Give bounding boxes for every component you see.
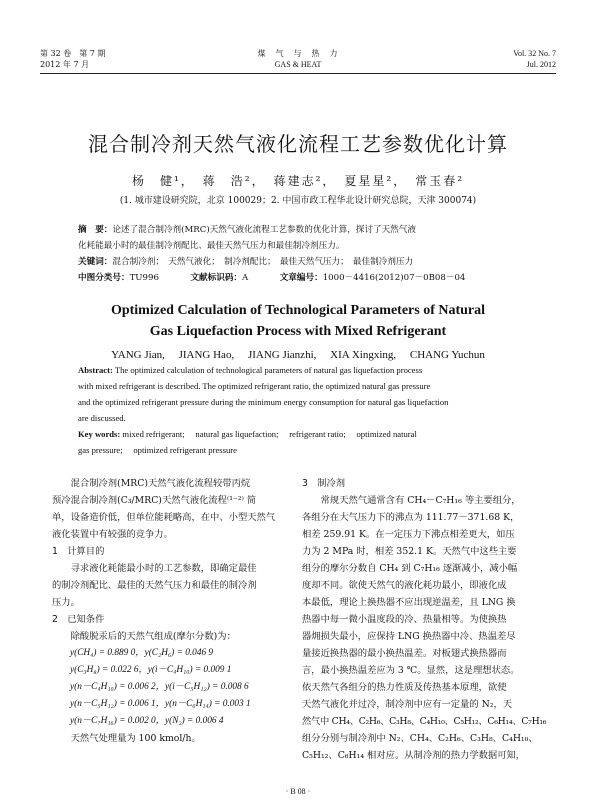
abstract-cn-line2: 化耗能最小时的最佳制冷剂配比、最佳天然气压力和最佳制冷剂压力。 [78,241,345,251]
paper-title-en [0,300,596,342]
composition-equation: y(n－C₄H₁₀) = 0.006 2，y(i－C₅H₁₂) = 0.008 6 [70,682,249,692]
abstract-en-label: Abstract: [78,365,113,375]
section-3-line: 天然气液化并过冷，制冷剂中应有一定量的 N₂，天 [302,699,513,710]
section-3-line: 言，最小换热温差应为 3 ℃。显然，这是理想状态。 [302,665,520,676]
doc-code-value: A [242,273,249,283]
classification-cn [78,270,465,286]
title-en-line2: Gas Liquefaction Process with Mixed Refrigerant [149,324,447,339]
section-1-line: 压力。 [52,597,80,608]
clc-value: TU996 [129,273,159,283]
section-3-line: 本最低，理论上换热器不应出现逆温差，且 LNG 换 [302,597,516,608]
section-1-line: 的制冷剂配比、最佳的天然气压力和最佳的制冷剂 [52,580,257,591]
journal-volume-en [513,48,556,70]
article-no-label: 文章编号： [279,273,323,283]
section-3-line: 度却不同。欲使天然气的液化耗功最小，即液化成 [302,580,507,591]
paper-title-cn: 混合制冷剂天然气液化流程工艺参数优化计算 [88,132,508,156]
authors-en: YANG Jian, JIANG Hao, JIANG Jianzhi, XIA Xingxing, CHANG Yuchun [111,349,485,361]
section-3-line: 依天然气各组分的热力性质及传热基本原理，欲使 [302,682,507,693]
section-3-line: 各组分在大气压力下的沸点为 111.77－371.68 K， [302,512,520,523]
section-1-line: 寻求液化耗能最小时的工艺参数，即确定最佳 [70,563,257,574]
header-rule [40,73,556,74]
abstract-en-line3: and the optimized refrigerant pressure during the minimum energy consumption for natural gas liquefaction [78,397,449,407]
section-1-heading: 1 计算目的 [52,546,105,557]
abstract-en [78,362,526,458]
abstract-cn-line1: 摘 要：论述了混合制冷剂(MRC)天然气液化流程工艺参数的优化计算，探讨了天然气液 [78,225,416,235]
composition-equation: y(CH₄) = 0.889 0，y(C₂H₆) = 0.046 9 [70,648,214,658]
section-3-line: 量接近换热器的最小换热温差。对板翅式换热器而 [302,648,507,659]
journal-name-cn: 煤 气 与 热 力 [257,49,339,58]
section-3-line: 相差 259.91 K。在一定压力下沸点相差更大，如压 [302,529,515,540]
section-2-intro: 除酸脱汞后的天然气组成(摩尔分数)为： [70,631,236,642]
volume-issue-en: Vol. 32 No. 7 [513,49,556,58]
keywords-cn: 关键词：混合制冷剂； 天然气液化； 制冷剂配比； 最佳天然气压力； 最佳制冷剂压力 [78,257,414,267]
section-3-line: 力为 2 MPa 时，相差 352.1 K。天然气中这些主要 [302,546,517,557]
intro-line: 液化装置中有较强的竞争力。 [52,529,173,540]
section-3-line: 常规天然气通常含有 CH₄－C₇H₁₆ 等主要组分， [320,495,521,506]
journal-name-en: GAS & HEAT [274,60,322,69]
section-3-line: 组分的摩尔分数自 CH₄ 到 C₇H₁₆ 逐渐减小，减小幅 [302,563,518,574]
gas-flow-rate: 天然气处理量为 100 kmol/h。 [70,733,201,744]
composition-equation: y(n－C₅H₁₂) = 0.006 1，y(n－C₆H₁₄) = 0.003 1 [70,699,251,709]
keywords-en-label: Key words: [78,429,121,439]
keywords-en-line1: Key words: mixed refrigerant; natural gas liquefaction; refrigerant ratio; optimized natural [78,429,417,439]
body-column-left [52,475,292,747]
section-3-line: C₅H₁₂、C₆H₁₄ 相对应。从制冷剂的热力学数据可知， [302,750,526,761]
section-3-heading: 3 制冷剂 [302,478,346,489]
issue-date: 2012 年 7 月 [40,60,90,69]
journal-name [0,48,596,70]
doc-code-label: 文献标识码： [190,273,243,283]
section-3-line: 热器中每一微小温度段的冷、热量相等。为使换热 [302,614,507,625]
authors-cn: 杨 健¹， 蒋 浩²， 蒋建志²， 夏星星²， 常玉春² [131,174,465,188]
keywords-en-line2: gas pressure; optimized refrigerant pressure [78,445,237,455]
issue-date-en: Jul. 2012 [526,60,556,69]
keywords-cn-label: 关键词： [78,257,113,267]
section-3-line: 然气中 CH₄、C₂H₆、C₃H₈、C₄H₁₀、C₅H₁₂、C₆H₁₄、C₇H₁₆ [302,716,547,727]
page-number: · B 08 · [285,787,311,796]
intro-line: 单，设备造价低，但单位能耗略高，在中、小型天然气 [52,512,276,523]
section-3-line: 器㶲损失最小，应保持 LNG 换热器中冷、热温差尽 [302,631,516,642]
intro-line: 预冷混合制冷剂(C₃/MRC)天然气液化流程⁽¹⁻²⁾ 简 [52,495,257,506]
abstract-cn-label: 摘 要： [78,225,113,235]
section-3-line: 组分分别与制冷剂中 N₂、CH₄、C₂H₆、C₃H₈、C₄H₁₀、 [302,733,538,744]
body-column-right [302,475,564,764]
clc-label: 中图分类号： [78,273,130,283]
composition-equation: y(n－C₇H₁₆) = 0.002 0，y(N₂) = 0.006 4 [70,716,224,726]
affiliations-cn: (1. 城市建设研究院，北京 100029；2. 中国市政工程华北设计研究总院，天津 300074) [119,196,477,206]
abstract-en-line2: with mixed refrigerant is described. The optimized refrigerant ratio, the optimized natural gas pressure [78,381,431,391]
abstract-en-line1: Abstract: The optimized calculation of technological parameters of natural gas liquefaction process [78,365,423,375]
volume-issue: 第 32 卷 第 7 期 [40,49,106,58]
intro-line: 混合制冷剂(MRC)天然气液化流程较带丙烷 [70,478,251,489]
title-en-line1: Optimized Calculation of Technological Parameters of Natural [110,303,486,318]
section-2-heading: 2 已知条件 [52,614,105,625]
article-no-value: 1000－4416(2012)07－0B08－04 [322,273,466,283]
composition-equation: y(C₃H₈) = 0.022 6，y(i－C₄H₁₀) = 0.009 1 [70,665,232,675]
abstract-en-line4: are discussed. [78,413,126,423]
